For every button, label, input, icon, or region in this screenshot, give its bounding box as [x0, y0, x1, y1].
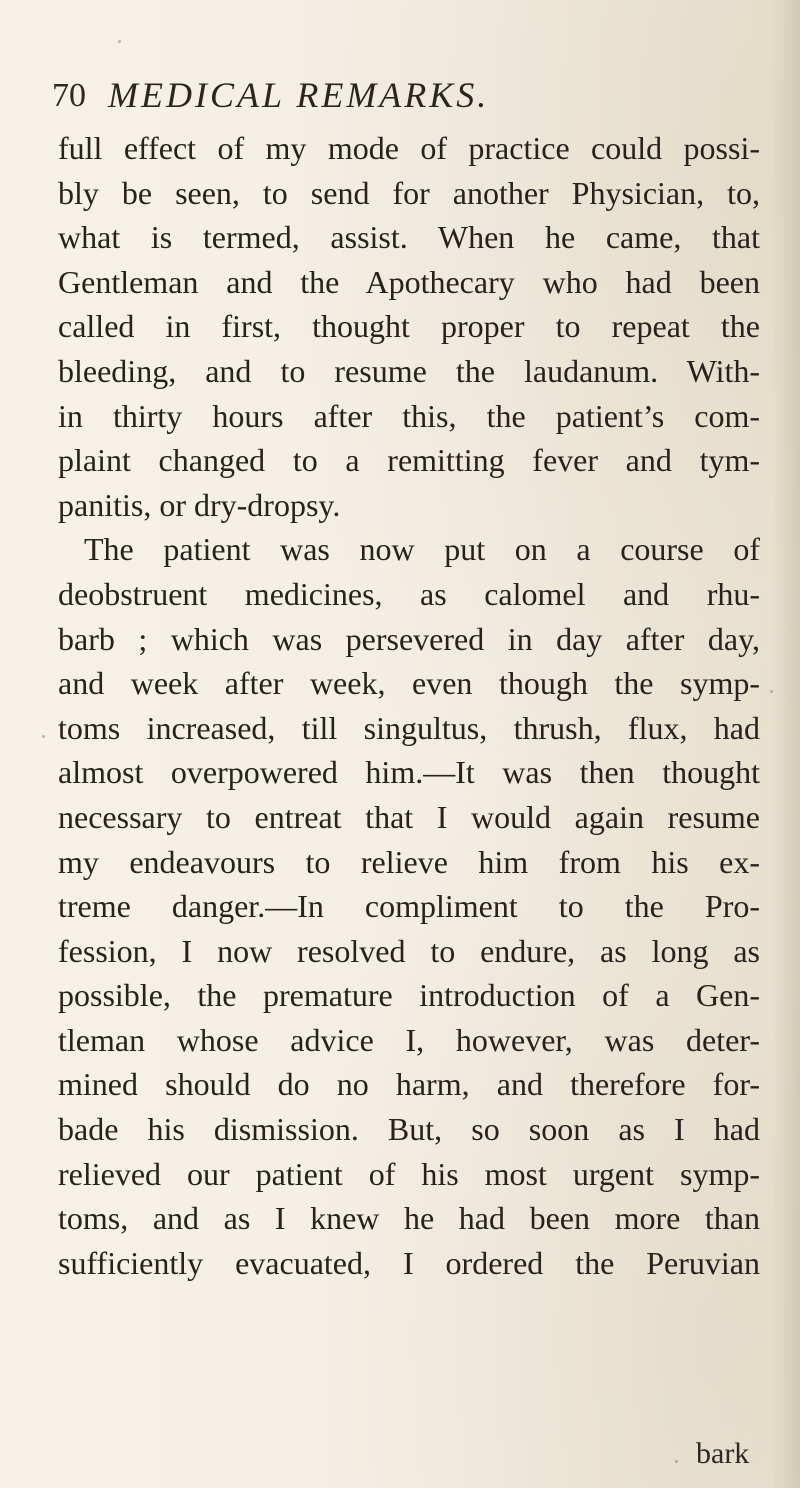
- text-line: called in first, thought proper to repeat the: [58, 308, 760, 345]
- paper-speck: [770, 690, 773, 693]
- text-line: Gentleman and the Apothecary who had been: [58, 263, 760, 300]
- text-line: tleman whose advice I, however, was deter-: [58, 1021, 760, 1058]
- page-number: 70: [52, 77, 86, 114]
- text-line: toms, and as I knew he had been more than: [58, 1200, 760, 1237]
- text-line: treme danger.—In compliment to the Pro-: [58, 888, 760, 925]
- paper-speck: [675, 1460, 678, 1463]
- text-line: panitis, or dry-dropsy.: [58, 486, 341, 523]
- page-header: [52, 64, 752, 120]
- text-line: necessary to entreat that I would again resume: [58, 798, 760, 835]
- text-line: bleeding, and to resume the laudanum. With-: [58, 352, 760, 389]
- text-line: mined should do no harm, and therefore for-: [58, 1066, 760, 1103]
- text-line: what is termed, assist. When he came, that: [58, 219, 760, 256]
- text-line: plaint changed to a remitting fever and tym-: [58, 442, 760, 479]
- catchword: bark: [696, 1437, 750, 1470]
- paragraph-start-line: The patient was now put on a course of: [84, 531, 760, 568]
- text-line: almost overpowered him.—It was then thought: [58, 754, 760, 791]
- text-line: bly be seen, to send for another Physician, to,: [58, 174, 760, 211]
- text-line: barb ; which was persevered in day after day,: [58, 620, 760, 657]
- text-line: full effect of my mode of practice could possi-: [58, 130, 760, 166]
- text-line: in thirty hours after this, the patient’s com-: [58, 397, 760, 434]
- paper-speck: [118, 40, 121, 43]
- text-line: sufficiently evacuated, I ordered the Peruvian: [58, 1244, 760, 1281]
- text-line: relieved our patient of his most urgent symp-: [58, 1155, 760, 1192]
- text-line: deobstruent medicines, as calomel and rhu-: [58, 575, 760, 612]
- body-text: [58, 126, 760, 1285]
- text-line: fession, I now resolved to endure, as long as: [58, 932, 760, 969]
- text-line: toms increased, till singultus, thrush, flux, had: [58, 709, 760, 746]
- paper-speck: [42, 735, 45, 738]
- text-line: bade his dismission. But, so soon as I had: [58, 1111, 760, 1148]
- text-line: possible, the premature introduction of a Gen-: [58, 977, 760, 1014]
- page-edge-shadow: [772, 0, 800, 1488]
- running-title: MEDICAL REMARKS.: [108, 75, 490, 115]
- text-line: and week after week, even though the symp-: [58, 665, 760, 702]
- text-line: my endeavours to relieve him from his ex-: [58, 843, 760, 880]
